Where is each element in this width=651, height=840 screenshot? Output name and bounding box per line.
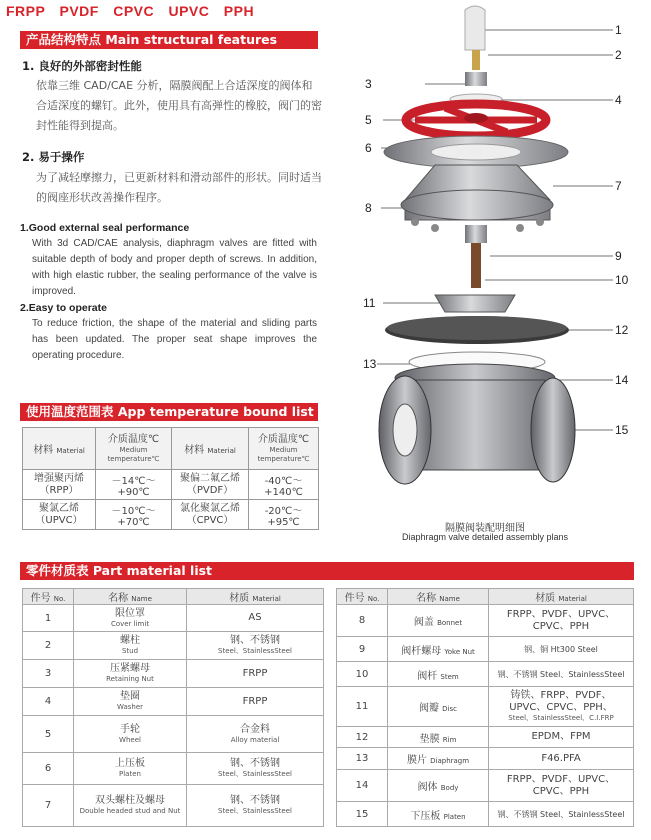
en-text-1: With 3d CAD/CAE analysis, diaphragm valves are fitted with suitable depth of body and proper depth of screws. In addition, with high elastic rubber, the sealing performance of the valve is improved. xyxy=(32,238,317,297)
temp-head-material-2: 材料 Material xyxy=(172,428,249,470)
temperature-table xyxy=(22,427,319,530)
valve-exploded-diagram xyxy=(325,0,651,520)
parts-head-material: 材质 Material xyxy=(187,589,324,605)
callout-10: 10 xyxy=(615,273,629,287)
cn-text-1: 依靠三维 CAD/CAE 分析，隔膜阀配上合适深度的阀体和合适深度的螺钉。此外，使用具有高弹性的橡胶，阀门的密封性能得到提高。 xyxy=(36,79,322,132)
cn-text-2: 为了减轻摩擦力，已更新材料和滑动部件的形状。同时适当的阀座形状改善操作程序。 xyxy=(36,171,322,204)
table-row: 1 限位罩 Cover limit AS xyxy=(23,605,324,632)
parts-table-right: 件号 No. 名称 Name 材质 Material 8 阀盖 Bonnet FRPP、PVDF、UPVC、 CPVC、PPH 9 阀杆螺母 Yoke Nut 钢、铜 Ht300 Steel 10 阀杆 Stem 钢、不锈钢 Steel、StainlessSteel 11 阀瓣 Disc 铸铁、FRPP、PVDF、 UPVC、CPVC、PPH、 Steel、StainlessSteel、C.I.FRP 12 垫膜 Rim EPDM、FPM 13 膜片 Diaphragm F46.PFA 14 阀体 Body FRPP、PVDF、UPVC、 CPVC、PPH 15 下压板 Platen 钢、不锈钢 Steel、StainlessSteel xyxy=(336,588,634,827)
callout-13: 13 xyxy=(363,357,377,371)
section-title-structural: 产品结构特点 Main structural features xyxy=(26,32,278,47)
table-row: 3 压紧螺母 Retaining Nut FRPP xyxy=(23,660,324,688)
temp-row: 聚氯乙烯 （UPVC） －10℃～+70℃ 氯化聚氯乙烯 （CPVC） -20℃～+95℃ xyxy=(23,500,319,530)
cn-heading-2: 2. 易于操作 xyxy=(22,150,85,164)
table-row: 10 阀杆 Stem 钢、不锈钢 Steel、StainlessSteel xyxy=(337,662,634,687)
en-heading-2: 2.Easy to operate xyxy=(20,302,107,314)
parts-head-no: 件号 No. xyxy=(23,589,74,605)
en-text-2: To reduce friction, the shape of the material and sliding parts has been updated. The proper seat shape improves the operating procedure. xyxy=(32,318,317,361)
callout-2: 2 xyxy=(615,48,622,62)
temp-head-temp-2: 介质温度℃ Medium temperature℃ xyxy=(249,428,319,470)
temp-row: 增强聚丙烯 （RPP） －14℃～+90℃ 聚偏二氟乙烯 （PVDF） -40℃～+140℃ xyxy=(23,470,319,500)
diagram-caption-cn: 隔膜阀装配明细图 xyxy=(445,523,525,534)
table-row: 14 阀体 Body FRPP、PVDF、UPVC、 CPVC、PPH xyxy=(337,770,634,802)
callout-8: 8 xyxy=(365,201,372,215)
table-row: 13 膜片 Diaphragm F46.PFA xyxy=(337,748,634,770)
callout-6: 6 xyxy=(365,141,372,155)
callout-14: 14 xyxy=(615,373,629,387)
table-row: 11 阀瓣 Disc 铸铁、FRPP、PVDF、 UPVC、CPVC、PPH、 Steel、StainlessSteel、C.I.FRP xyxy=(337,687,634,727)
table-row: 8 阀盖 Bonnet FRPP、PVDF、UPVC、 CPVC、PPH xyxy=(337,605,634,637)
materials-line: FRPP PVDF CPVC UPVC PPH xyxy=(6,3,255,19)
callout-3: 3 xyxy=(365,77,372,91)
callout-11: 11 xyxy=(363,296,376,310)
callout-5: 5 xyxy=(365,113,372,127)
table-row: 12 垫膜 Rim EPDM、FPM xyxy=(337,727,634,748)
parts-head-name: 名称 Name xyxy=(74,589,187,605)
callout-15: 15 xyxy=(615,423,629,437)
table-row: 4 垫圈 Washer FRPP xyxy=(23,688,324,716)
en-heading-1: 1.Good external seal performance xyxy=(20,222,190,234)
section-bar-parts xyxy=(20,562,634,580)
section-bar-temperature xyxy=(20,403,318,421)
table-row: 15 下压板 Platen 钢、不锈钢 Steel、StainlessSteel xyxy=(337,802,634,827)
cn-heading-1: 1. 良好的外部密封性能 xyxy=(22,59,142,73)
table-row: 7 双头螺柱及螺母 Double headed stud and Nut 钢、不锈钢 Steel、StainlessSteel xyxy=(23,785,324,827)
section-bar-structural xyxy=(20,31,318,49)
diagram-caption-en: Diaphragm valve detailed assembly plans xyxy=(401,532,569,542)
callout-4: 4 xyxy=(615,93,622,107)
callout-12: 12 xyxy=(615,323,629,337)
parts-table-left xyxy=(22,588,324,827)
temp-head-temp-1: 介质温度℃ Medium temperature℃ xyxy=(96,428,172,470)
table-row: 6 上压板 Platen 钢、不锈钢 Steel、StainlessSteel xyxy=(23,753,324,785)
section-title-temperature: 使用温度范围表 App temperature bound list xyxy=(26,404,314,419)
callout-1: 1 xyxy=(615,23,622,37)
table-row: 9 阀杆螺母 Yoke Nut 钢、铜 Ht300 Steel xyxy=(337,637,634,662)
table-row: 5 手轮 Wheel 合金料 Alloy material xyxy=(23,716,324,753)
temp-head-material-1: 材料 Material xyxy=(23,428,96,470)
callout-9: 9 xyxy=(615,249,622,263)
section-title-parts: 零件材质表 Part material list xyxy=(26,563,213,578)
table-row: 2 螺柱 Stud 钢、不锈钢 Steel、StainlessSteel xyxy=(23,632,324,660)
callout-7: 7 xyxy=(615,179,622,193)
